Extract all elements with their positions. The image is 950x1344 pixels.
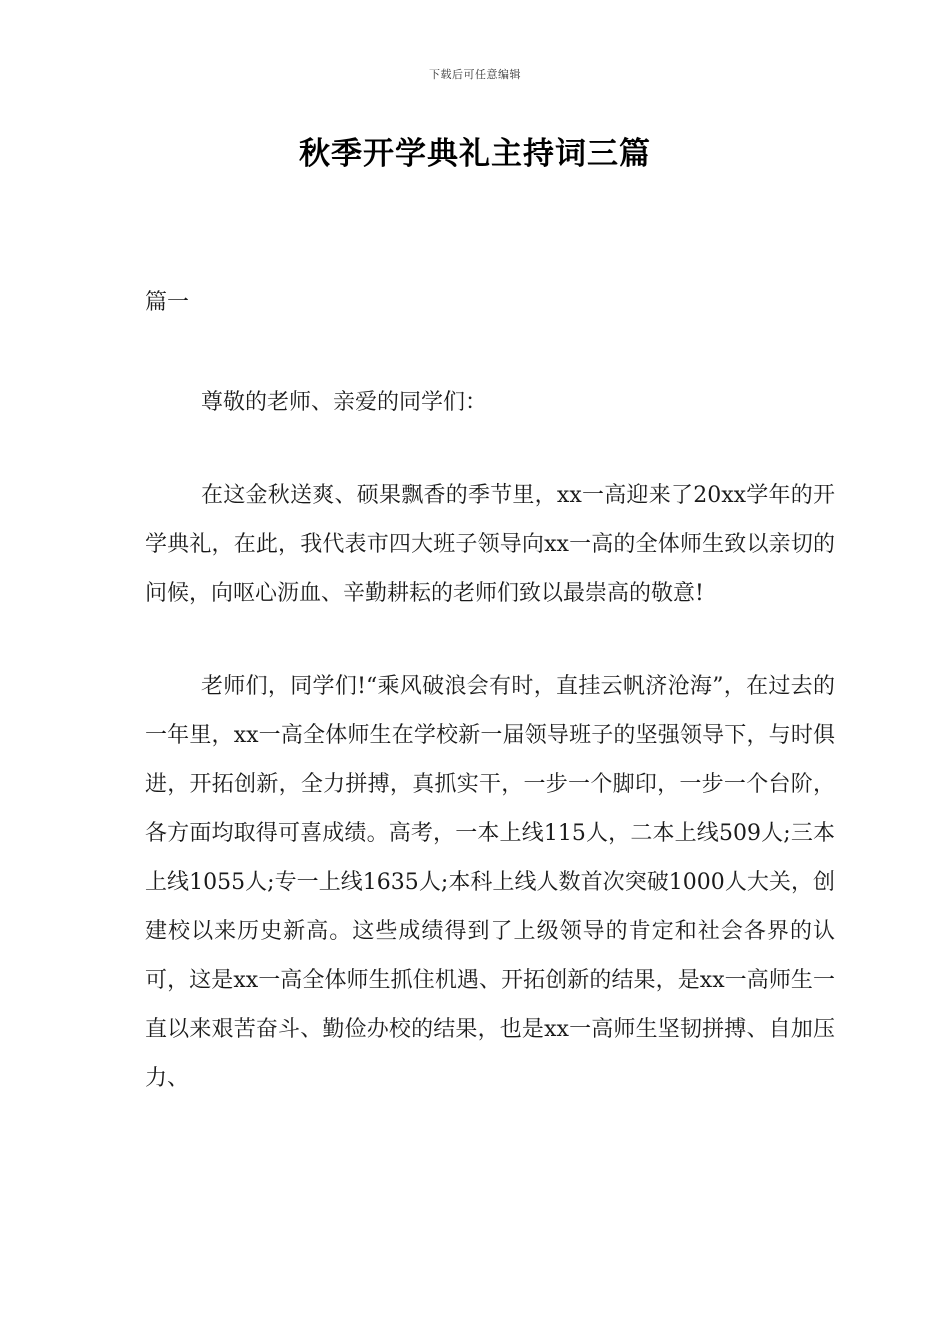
document-title: 秋季开学典礼主持词三篇	[299, 136, 651, 172]
greeting-paragraph: 尊敬的老师、亲爱的同学们：	[201, 390, 488, 415]
header-note: 下载后可任意编辑	[429, 68, 521, 81]
section-label: 篇一	[145, 290, 190, 315]
document-body	[145, 378, 835, 1103]
body-paragraph: 老师们，同学们!“乘风破浪会有时，直挂云帆济沧海”，在过去的一年里，xx一高全体师生在学校新一届领导班子的坚强领导下，与时俱进，开拓创新，全力拼搏，真抓实干，一步一个脚印，一步一个台阶，各方面均取得可喜成绩。高考，一本上线115人，二本上线509人;三本上线1055人;专一上线1635人;本科上线人数首次突破1000人大关，创建校以来历史新高。这些成绩得到了上级领导的肯定和社会各界的认可，这是xx一高全体师生抓住机遇、开拓创新的结果，是xx一高师生一直以来艰苦奋斗、勤俭办校的结果，也是xx一高师生坚韧拼搏、自加压力、	[145, 674, 835, 1091]
body-paragraph: 在这金秋送爽、硕果飘香的季节里，xx一高迎来了20xx学年的开学典礼，在此，我代表市四大班子领导向xx一高的全体师生致以亲切的问候，向呕心沥血、辛勤耕耘的老师们致以最崇高的敬意!	[145, 483, 835, 606]
